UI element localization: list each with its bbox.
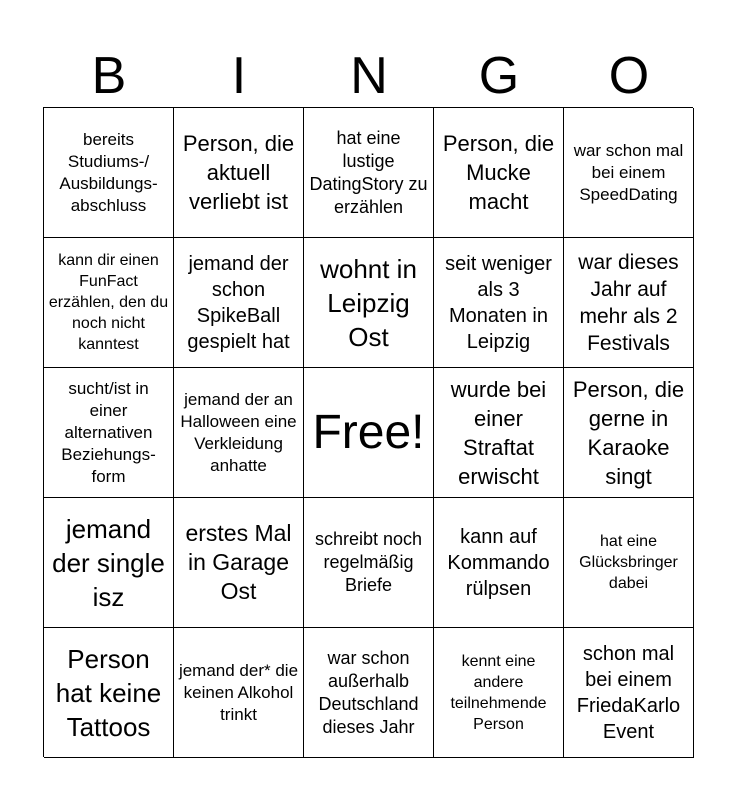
cell-text: wurde bei einer Straftat erwischt: [450, 376, 547, 489]
bingo-cell[interactable]: [44, 368, 174, 498]
title-letter-o: O: [608, 47, 650, 105]
cell-text: kann auf Kommando rülpsen: [447, 525, 550, 600]
bingo-cell[interactable]: [174, 628, 304, 758]
bingo-cell[interactable]: [434, 238, 564, 368]
bingo-cell[interactable]: [564, 368, 694, 498]
bingo-cell[interactable]: [304, 108, 434, 238]
bingo-cell[interactable]: [564, 498, 694, 628]
free-cell[interactable]: [304, 368, 434, 498]
free-text: Free!: [312, 405, 425, 459]
bingo-cell[interactable]: [434, 498, 564, 628]
bingo-cell[interactable]: [564, 238, 694, 368]
bingo-cell[interactable]: [174, 368, 304, 498]
title-letter-i: I: [231, 47, 247, 105]
cell-text: jemand der single isz: [52, 513, 165, 612]
cell-text: kann dir einen FunFact erzählen, den du noch nicht kanntest: [48, 252, 169, 353]
cell-text: Person, die aktuell verliebt ist: [182, 131, 295, 214]
bingo-cell[interactable]: [304, 628, 434, 758]
bingo-cell[interactable]: [174, 498, 304, 628]
cell-text: schreibt noch regelmäßig Briefe: [314, 529, 423, 595]
title-letter-g: G: [478, 47, 520, 105]
cell-text: hat eine Glücksbringer dabei: [579, 533, 678, 592]
cell-text: Person, die gerne in Karaoke singt: [572, 376, 685, 489]
bingo-grid: [43, 107, 693, 757]
cell-text: jemand der* die keinen Alkohol trinkt: [178, 660, 299, 724]
cell-text: Person, die Mucke macht: [442, 131, 555, 214]
bingo-cell[interactable]: [174, 238, 304, 368]
cell-text: sucht/ist in einer alternativen Beziehungs-form: [61, 378, 156, 486]
bingo-title: [44, 46, 694, 106]
cell-text: bereits Studiums-/ Ausbildungs-abschluss: [59, 129, 158, 215]
cell-text: Person hat keine Tattoos: [55, 643, 162, 742]
bingo-cell[interactable]: [434, 108, 564, 238]
bingo-cell[interactable]: [44, 628, 174, 758]
cell-text: schon mal bei einem FriedaKarlo Event: [576, 642, 681, 743]
cell-text: war schon außerhalb Deutschland dieses Jahr: [318, 647, 419, 737]
cell-text: kennt eine andere teilnehmende Person: [450, 652, 547, 733]
cell-text: hat eine lustige DatingStory zu erzählen: [309, 127, 428, 217]
bingo-cell[interactable]: [174, 108, 304, 238]
bingo-cell[interactable]: [304, 498, 434, 628]
title-letter-b: B: [91, 47, 127, 105]
title-letter-n: N: [350, 47, 388, 105]
cell-text: wohnt in Leipzig Ost: [320, 253, 417, 352]
bingo-cell[interactable]: [44, 238, 174, 368]
cell-text: seit weniger als 3 Monaten in Leipzig: [445, 252, 552, 353]
cell-text: erstes Mal in Garage Ost: [185, 520, 292, 604]
bingo-cell[interactable]: [434, 368, 564, 498]
bingo-cell[interactable]: [304, 238, 434, 368]
bingo-cell[interactable]: [564, 108, 694, 238]
bingo-cell[interactable]: [564, 628, 694, 758]
cell-text: jemand der schon SpikeBall gespielt hat: [187, 252, 290, 353]
bingo-cell[interactable]: [44, 498, 174, 628]
cell-text: jemand der an Halloween eine Verkleidung anhatte: [180, 389, 297, 475]
cell-text: war dieses Jahr auf mehr als 2 Festivals: [578, 250, 679, 355]
cell-text: war schon mal bei einem SpeedDating: [573, 140, 684, 204]
bingo-cell[interactable]: [44, 108, 174, 238]
bingo-cell[interactable]: [434, 628, 564, 758]
